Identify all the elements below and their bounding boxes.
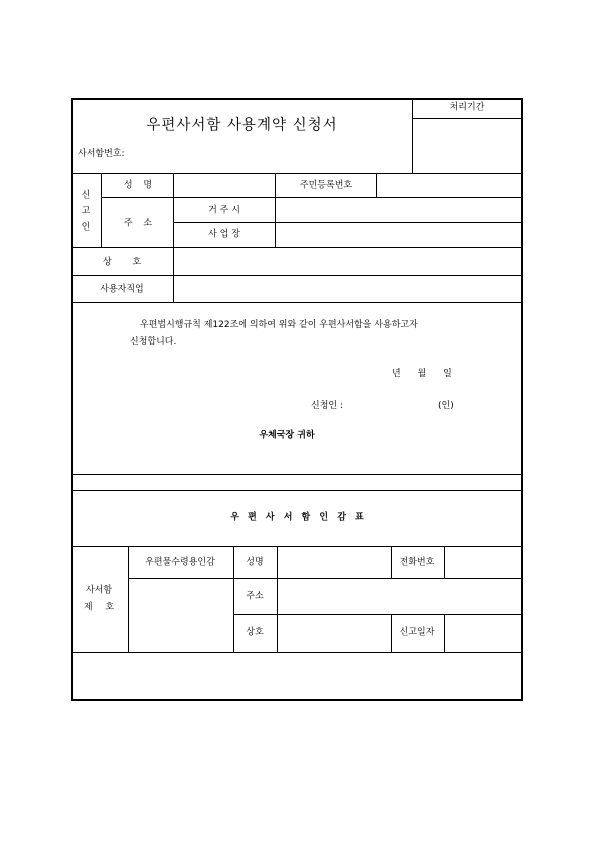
divider — [71, 474, 523, 475]
divider — [128, 578, 234, 579]
residence-label: 거 주 시 — [208, 205, 240, 216]
applicant-label-3: 인 — [81, 222, 91, 233]
divider — [444, 546, 445, 578]
business-location-label: 사 업 장 — [208, 229, 240, 240]
divider — [101, 173, 102, 247]
divider — [101, 197, 523, 198]
date-label: 년 월 일 — [392, 369, 452, 379]
divider — [233, 546, 234, 652]
statement-line-1: 우편법시행규칙 제122조에 의하여 위와 같이 우편사서함을 사용하고자 — [140, 320, 418, 330]
seal-label: (인) — [438, 401, 454, 411]
application-form — [71, 98, 523, 701]
divider — [391, 614, 392, 652]
divider — [71, 247, 523, 248]
phone-label: 전화번호 — [399, 557, 435, 568]
name-label: 성 명 — [123, 180, 153, 191]
divider — [71, 546, 523, 547]
seal-trade-label: 상호 — [246, 627, 264, 638]
divider — [444, 614, 445, 652]
processing-period-label: 처리기간 — [449, 102, 485, 113]
divider — [391, 546, 392, 578]
seal-name-label: 성명 — [246, 557, 264, 568]
frame-left — [71, 98, 73, 701]
seal-address-label: 주소 — [246, 591, 264, 602]
trade-name-label: 상 호 — [102, 257, 142, 268]
applicant-label-1: 신 — [81, 190, 91, 201]
applicant-label-2: 고 — [81, 206, 91, 217]
report-date-label: 신고일자 — [399, 627, 435, 638]
box-label-2: 제 호 — [83, 602, 115, 613]
box-label-1: 사서함 — [85, 585, 113, 596]
recipient-label: 우체국장 귀하 — [259, 430, 315, 441]
divider — [173, 222, 523, 223]
divider — [71, 275, 523, 276]
divider — [412, 118, 522, 119]
mail-seal-label: 우편물수령용인감 — [145, 557, 215, 568]
divider — [71, 490, 523, 491]
divider — [71, 652, 523, 653]
box-number-label: 사서함번호: — [78, 149, 125, 159]
frame-top — [71, 98, 523, 100]
applicant-sign-label: 신청인 : — [311, 401, 343, 411]
resident-number-label: 주민등록번호 — [299, 180, 353, 191]
divider — [71, 173, 523, 174]
seal-table-title: 우 편 사 서 함 인 감 표 — [230, 512, 364, 523]
divider — [128, 546, 129, 652]
divider — [173, 173, 174, 302]
divider — [376, 173, 377, 197]
address-label: 주 소 — [123, 218, 153, 229]
divider — [275, 173, 276, 247]
frame-right — [521, 98, 523, 701]
divider — [277, 546, 278, 652]
frame-bottom — [71, 699, 523, 701]
statement-line-2: 신청합니다. — [130, 337, 177, 347]
divider — [71, 302, 523, 303]
divider — [412, 98, 413, 173]
occupation-label: 사용자직업 — [100, 284, 144, 295]
form-title: 우편사서함 사용계약 신청서 — [146, 117, 338, 134]
